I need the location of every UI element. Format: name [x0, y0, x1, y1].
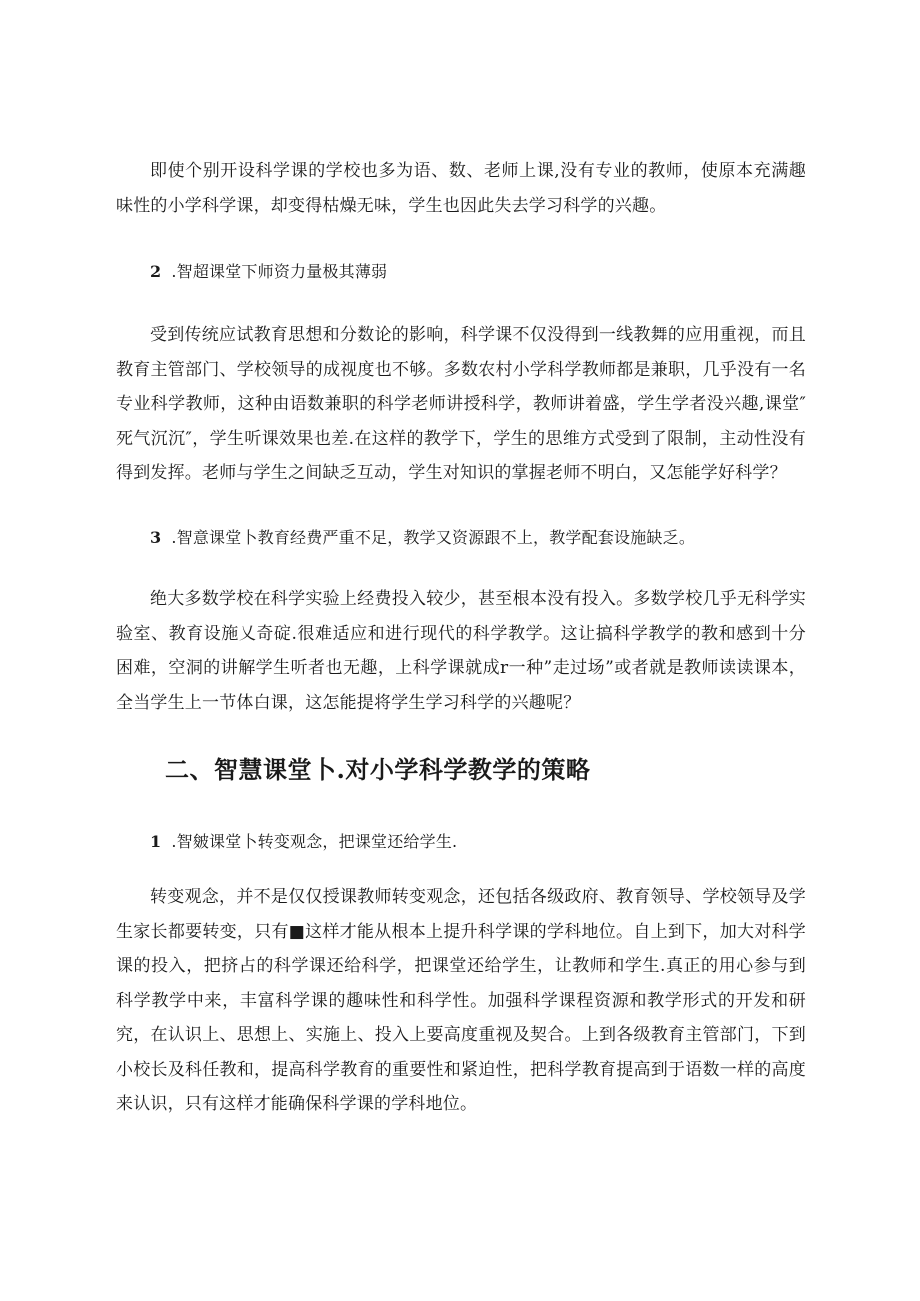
subheading-insufficient-funding: [150, 526, 695, 550]
paragraph-change-concepts: 转变观念，并不是仅仅授课教师转变观念，还包括各级政府、教育领导、学校领导及学生家长都要转变，只有■这样才能从根本上提升科学课的学科地位。自上到下，加大对科学课的投入，把挤占的科学课还给科学，把课堂还给学生，让教师和学生.真正的用心参与到科学教学中来，丰富科学课的趣味性和科学性。加强科学课程资源和教学形式的开发和研究，在认识上、思想上、实施上、投入上要高度重视及契合。上到各级教育主管部门，下到小校长及科任教和，提高科学教育的重要性和紧迫性，把科学教育提高到于语数一样的高度来认识，只有这样才能确保科学课的学科地位。: [116, 887, 806, 1114]
subheading-number: 1: [150, 832, 162, 851]
subheading-text: .智超课堂下师资力量极其薄弱: [171, 262, 388, 281]
subheading-text: .智皴课堂卜转变观念，把课堂还给学生.: [171, 832, 458, 851]
paragraph-exam-oriented-influence: 受到传统应试教育思想和分数论的影响，科学课不仅没得到一线教舞的应用重视，而且教育主管部门、学校领导的成视度也不够。多数农村小学科学教师都是兼职，几乎没有一名专业科学教师，这种由语数兼职的科学老师讲授科学，教师讲着盛，学生学者没兴趣,课堂″死气沉沉″，学生听课效果也差.在这样的教学下，学生的思维方式受到了限制，主动性没有得到发挥。老师与学生之间缺乏互动，学生对知识的掌握老师不明白，又怎能学好科学？: [116, 325, 806, 483]
section-title-strategies: 二、智慧课堂卜.对小学科学教学的策略: [165, 755, 591, 784]
paragraph-lack-of-professional-teachers: 即使个别开设科学课的学校也多为语、数、老师上课,没有专业的教师，使原本充满趣味性的小学科学课，却变得枯燥无味，学生也因此失去学习科学的兴趣。: [116, 161, 806, 216]
subheading-change-concepts: [150, 830, 457, 854]
subheading-number: 2: [150, 262, 162, 281]
subheading-text: .智意课堂卜教育经费严重不足，教学又资源跟不上，教学配套设施缺乏。: [171, 528, 696, 547]
paragraph-lack-of-lab-investment: 绝大多数学校在科学实验上经费投入较少，甚至根本没有投入。多数学校几乎无科学实验室、教育设施乂奇碇.很难适应和进行现代的科学教学。这让搞科学教学的教和感到十分困难，空洞的讲解学生听者也无趣，上科学课就成r一种”走过场”或者就是教师读读课本，全当学生上一节体白课，这怎能提将学生学习科学的兴趣呢？: [116, 589, 806, 713]
subheading-number: 3: [150, 528, 162, 547]
subheading-teacher-shortage: [150, 260, 387, 284]
